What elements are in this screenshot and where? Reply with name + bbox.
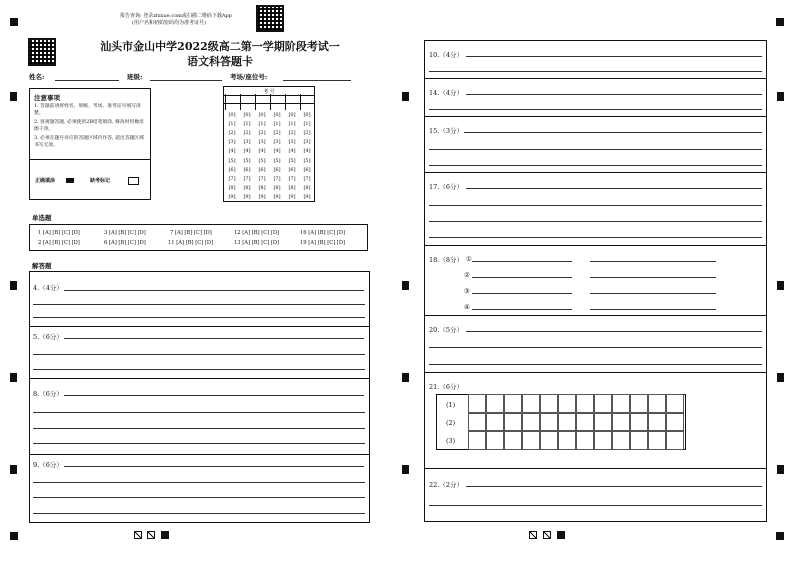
answer-line[interactable] <box>466 94 762 95</box>
writing-grid-cell[interactable] <box>540 413 558 432</box>
question-21-label: 21.（6分） <box>429 383 463 391</box>
student-qr-code <box>28 38 56 66</box>
exam-digit-bubble[interactable]: [1] <box>288 121 296 128</box>
exam-digit-bubble[interactable]: [8] <box>288 184 296 191</box>
exam-subtitle: 语文科答题卡 <box>187 55 253 68</box>
exam-digit-bubble[interactable]: [5] <box>243 157 251 164</box>
corner-mark <box>10 532 18 540</box>
answer-line[interactable] <box>429 221 762 222</box>
exam-digit-bubble[interactable]: [2] <box>273 130 281 137</box>
timing-mark <box>10 92 17 101</box>
writing-grid-cell[interactable] <box>666 431 684 450</box>
page-mark <box>161 531 169 539</box>
exam-digit-bubble[interactable]: [3] <box>228 139 236 146</box>
answer-line[interactable] <box>590 309 716 310</box>
writing-grid-cell[interactable] <box>576 394 594 413</box>
page-mark <box>557 531 565 539</box>
exam-digit-bubble[interactable]: [1] <box>303 121 311 128</box>
writing-grid-cell[interactable] <box>630 413 648 432</box>
exam-digit-bubble[interactable]: [4] <box>228 148 236 155</box>
timing-mark <box>777 92 784 101</box>
writing-grid-cell[interactable] <box>576 413 594 432</box>
question-21-row-label: (2) <box>446 419 456 427</box>
answer-line[interactable] <box>33 354 365 355</box>
exam-digit-bubble[interactable]: [7] <box>258 175 266 182</box>
name-field[interactable] <box>55 80 119 81</box>
writing-grid-cell[interactable] <box>612 431 630 450</box>
answer-line[interactable] <box>429 347 762 348</box>
corner-mark <box>776 532 784 540</box>
exam-digit-bubble[interactable]: [4] <box>243 148 251 155</box>
writing-grid-cell[interactable] <box>558 413 576 432</box>
writing-grid-cell[interactable] <box>504 431 522 450</box>
class-label: 班级: <box>127 73 143 81</box>
exam-digit-bubble[interactable]: [8] <box>228 184 236 191</box>
exam-digit-bubble[interactable]: [6] <box>288 166 296 173</box>
exam-digit-bubble[interactable]: [0] <box>288 112 296 118</box>
exam-digit-bubble[interactable]: [6] <box>303 166 311 173</box>
exam-digit-bubble[interactable]: [5] <box>258 157 266 164</box>
writing-grid-cell[interactable] <box>468 394 486 413</box>
writing-grid-cell[interactable] <box>594 394 612 413</box>
mcq-section-title: 单选题 <box>32 214 52 222</box>
answer-line[interactable] <box>64 290 364 291</box>
exam-digit-bubble[interactable]: [9] <box>258 193 266 200</box>
timing-mark <box>777 281 784 290</box>
writing-grid-cell[interactable] <box>504 394 522 413</box>
writing-grid-cell[interactable] <box>468 413 486 432</box>
exam-digit-bubble[interactable]: [7] <box>243 175 251 182</box>
exam-digit-bubble[interactable]: [8] <box>303 184 311 191</box>
answer-line[interactable] <box>33 304 365 305</box>
mcq-item[interactable]: 11 [A] [B] [C] [D] <box>168 240 214 246</box>
question-22-label: 22.（2分） <box>429 481 463 489</box>
room-seat-label: 考场/座位号: <box>230 73 268 81</box>
answer-line[interactable] <box>466 486 762 487</box>
exam-digit-bubble[interactable]: [6] <box>258 166 266 173</box>
writing-grid-cell[interactable] <box>630 431 648 450</box>
room-seat-field[interactable] <box>283 80 351 81</box>
mcq-item[interactable]: 13 [A] [B] [C] [D] <box>234 240 280 246</box>
mcq-item[interactable]: 19 [A] [B] [C] [D] <box>300 240 346 246</box>
question-5-label: 5.（6分） <box>33 333 63 341</box>
writing-grid-cell[interactable] <box>540 431 558 450</box>
page-mark <box>134 531 142 539</box>
writing-grid-cell[interactable] <box>558 431 576 450</box>
answer-line[interactable] <box>429 165 762 166</box>
notice-item: 2. 客观题答题, 必须使用2B铅笔填涂, 修改时用橡皮擦干净。 <box>34 120 144 132</box>
exam-digit-bubble[interactable]: [3] <box>243 139 251 146</box>
exam-digit-bubble[interactable]: [9] <box>228 193 236 200</box>
question-8-label: 8.（6分） <box>33 390 63 398</box>
writing-grid-cell[interactable] <box>540 394 558 413</box>
exam-digit-bubble[interactable]: [0] <box>303 112 311 118</box>
exam-digit-bubble[interactable]: [0] <box>273 112 281 118</box>
question-18-item: ③ <box>464 287 470 295</box>
absent-mark-label: 缺考标记 <box>90 178 111 184</box>
answer-line[interactable] <box>33 482 365 483</box>
fill-correct-label: 正确填涂 <box>35 178 56 184</box>
question-18-item: ④ <box>464 303 470 311</box>
exam-digit-bubble[interactable]: [6] <box>273 166 281 173</box>
answers-section-title: 解答题 <box>32 262 52 270</box>
timing-mark <box>402 373 409 382</box>
answer-line[interactable] <box>429 364 762 365</box>
exam-digit-bubble[interactable]: [4] <box>258 148 266 155</box>
class-field[interactable] <box>150 80 222 81</box>
question-17-label: 17.（6分） <box>429 183 463 191</box>
exam-number-title: 考 号 <box>263 89 275 95</box>
exam-title: 汕头市金山中学2022级高二第一学期阶段考试一 <box>100 40 340 53</box>
writing-grid-cell[interactable] <box>522 394 540 413</box>
exam-digit-bubble[interactable]: [3] <box>288 139 296 146</box>
timing-mark <box>777 373 784 382</box>
writing-grid-cell[interactable] <box>630 394 648 413</box>
exam-digit-bubble[interactable]: [0] <box>258 112 266 118</box>
mcq-item[interactable]: 3 [A] [B] [C] [D] <box>104 230 146 236</box>
writing-grid-cell[interactable] <box>486 413 504 432</box>
answer-line[interactable] <box>429 71 762 72</box>
writing-grid-cell[interactable] <box>612 394 630 413</box>
mcq-item[interactable]: 1 [A] [B] [C] [D] <box>38 230 80 236</box>
exam-digit-bubble[interactable]: [1] <box>258 121 266 128</box>
writing-grid-cell[interactable] <box>594 431 612 450</box>
answer-line[interactable] <box>33 497 365 498</box>
exam-digit-bubble[interactable]: [5] <box>228 157 236 164</box>
exam-digit-bubble[interactable]: [7] <box>288 175 296 182</box>
question-18-item: ① <box>466 255 472 263</box>
answer-line[interactable] <box>33 317 365 318</box>
answer-line[interactable] <box>472 309 572 310</box>
corner-mark <box>776 18 784 26</box>
exam-digit-bubble[interactable]: [6] <box>243 166 251 173</box>
writing-grid-cell[interactable] <box>648 431 666 450</box>
exam-digit-bubble[interactable]: [2] <box>288 130 296 137</box>
question-14-label: 14.（4分） <box>429 89 463 97</box>
timing-mark <box>10 373 17 382</box>
exam-digit-bubble[interactable]: [2] <box>258 130 266 137</box>
answer-line[interactable] <box>33 428 365 429</box>
exam-digit-bubble[interactable]: [5] <box>273 157 281 164</box>
exam-digit-bubble[interactable]: [4] <box>273 148 281 155</box>
exam-digit-bubble[interactable]: [0] <box>228 112 236 118</box>
exam-digit-bubble[interactable]: [8] <box>243 184 251 191</box>
exam-digit-bubble[interactable]: [2] <box>243 130 251 137</box>
answer-line[interactable] <box>429 149 762 150</box>
answer-line[interactable] <box>64 395 364 396</box>
name-label: 姓名: <box>29 73 45 81</box>
exam-digit-bubble[interactable]: [7] <box>228 175 236 182</box>
app-qr-code <box>256 5 284 32</box>
timing-mark <box>402 465 409 474</box>
answer-line[interactable] <box>429 505 762 506</box>
exam-digit-bubble[interactable]: [4] <box>288 148 296 155</box>
exam-digit-bubble[interactable]: [7] <box>303 175 311 182</box>
answer-line[interactable] <box>33 412 365 413</box>
answer-line[interactable] <box>590 261 716 262</box>
writing-grid-cell[interactable] <box>486 431 504 450</box>
exam-digit-bubble[interactable]: [2] <box>228 130 236 137</box>
answer-line[interactable] <box>33 369 365 370</box>
exam-digit-bubble[interactable]: [7] <box>273 175 281 182</box>
answer-line[interactable] <box>472 261 572 262</box>
exam-digit-bubble[interactable]: [1] <box>243 121 251 128</box>
question-4-label: 4.（4分） <box>33 284 63 292</box>
answer-line[interactable] <box>466 331 762 332</box>
mcq-item[interactable]: 7 [A] [B] [C] [D] <box>170 230 212 236</box>
page-mark <box>147 531 155 539</box>
writing-grid-cell[interactable] <box>576 431 594 450</box>
writing-grid-cell[interactable] <box>522 431 540 450</box>
exam-digit-bubble[interactable]: [0] <box>243 112 251 118</box>
exam-digit-bubble[interactable]: [8] <box>273 184 281 191</box>
timing-mark <box>402 92 409 101</box>
timing-mark <box>777 465 784 474</box>
exam-digit-bubble[interactable]: [9] <box>288 193 296 200</box>
writing-grid-cell[interactable] <box>666 413 684 432</box>
answers-box-left <box>29 271 370 523</box>
question-18-item: ② <box>464 271 470 279</box>
question-21-row-label: (3) <box>446 437 456 445</box>
writing-grid-cell[interactable] <box>468 431 486 450</box>
mcq-item[interactable]: 12 [A] [B] [C] [D] <box>234 230 280 236</box>
mcq-box <box>29 224 368 251</box>
question-21-row-label: (1) <box>446 401 456 409</box>
exam-digit-bubble[interactable]: [5] <box>288 157 296 164</box>
answer-line[interactable] <box>64 466 364 467</box>
answer-line[interactable] <box>472 293 572 294</box>
answer-line[interactable] <box>466 188 762 189</box>
timing-mark <box>10 281 17 290</box>
answer-line[interactable] <box>590 293 716 294</box>
corner-mark <box>10 18 18 26</box>
writing-grid-cell[interactable] <box>594 413 612 432</box>
page-mark <box>529 531 537 539</box>
exam-digit-bubble[interactable]: [3] <box>258 139 266 146</box>
exam-digit-bubble[interactable]: [1] <box>273 121 281 128</box>
writing-grid-cell[interactable] <box>504 413 522 432</box>
notice-box <box>29 88 151 200</box>
writing-grid-cell[interactable] <box>486 394 504 413</box>
writing-grid-cell[interactable] <box>612 413 630 432</box>
question-10-label: 10.（4分） <box>429 51 463 59</box>
mcq-item[interactable]: 2 [A] [B] [C] [D] <box>38 240 80 246</box>
page-mark <box>543 531 551 539</box>
timing-mark <box>402 281 409 290</box>
answer-line[interactable] <box>429 109 762 110</box>
scan-instruction: 报告查询: 登录zhixue.com或扫描二维码下载App <box>120 13 232 19</box>
question-9-label: 9.（6分） <box>33 461 63 469</box>
fill-correct-sample <box>66 178 74 183</box>
answer-line[interactable] <box>472 277 572 278</box>
writing-grid-cell[interactable] <box>522 413 540 432</box>
exam-digit-bubble[interactable]: [8] <box>258 184 266 191</box>
exam-digit-bubble[interactable]: [2] <box>303 130 311 137</box>
notice-item: 1. 答题前请将姓名、班级、考场、准考证号填写清楚。 <box>34 104 141 116</box>
answer-line[interactable] <box>33 513 365 514</box>
question-15-label: 15.（3分） <box>429 127 463 135</box>
exam-digit-bubble[interactable]: [6] <box>228 166 236 173</box>
writing-grid-cell[interactable] <box>666 394 684 413</box>
exam-digit-bubble[interactable]: [9] <box>243 193 251 200</box>
exam-digit-bubble[interactable]: [9] <box>303 193 311 200</box>
answer-line[interactable] <box>33 443 365 444</box>
notice-title: 注意事项 <box>34 94 60 102</box>
answer-line[interactable] <box>464 132 762 133</box>
answer-line[interactable] <box>429 237 762 238</box>
exam-digit-bubble[interactable]: [1] <box>228 121 236 128</box>
question-20-label: 20.（5分） <box>429 326 463 334</box>
answer-line[interactable] <box>466 56 762 57</box>
timing-mark <box>10 465 17 474</box>
writing-grid-cell[interactable] <box>648 394 666 413</box>
exam-digit-bubble[interactable]: [4] <box>303 148 311 155</box>
exam-digit-bubble[interactable]: [3] <box>273 139 281 146</box>
writing-grid-cell[interactable] <box>648 413 666 432</box>
scan-instruction-note: (用户名和初始密码均为准考证号) <box>132 20 206 26</box>
absent-mark-box[interactable] <box>128 177 139 185</box>
answer-line[interactable] <box>429 205 762 206</box>
exam-digit-bubble[interactable]: [9] <box>273 193 281 200</box>
question-18-label: 18.（8分） <box>429 256 463 264</box>
mcq-item[interactable]: 16 [A] [B] [C] [D] <box>300 230 346 236</box>
answer-line[interactable] <box>590 277 716 278</box>
exam-digit-bubble[interactable]: [5] <box>303 157 311 164</box>
notice-item: 3. 必须在题号对应的答题区域内作答, 超出答题区域书写无效。 <box>34 136 144 148</box>
answer-line[interactable] <box>64 338 364 339</box>
writing-grid-cell[interactable] <box>558 394 576 413</box>
exam-digit-bubble[interactable]: [3] <box>303 139 311 146</box>
mcq-item[interactable]: 6 [A] [B] [C] [D] <box>104 240 146 246</box>
